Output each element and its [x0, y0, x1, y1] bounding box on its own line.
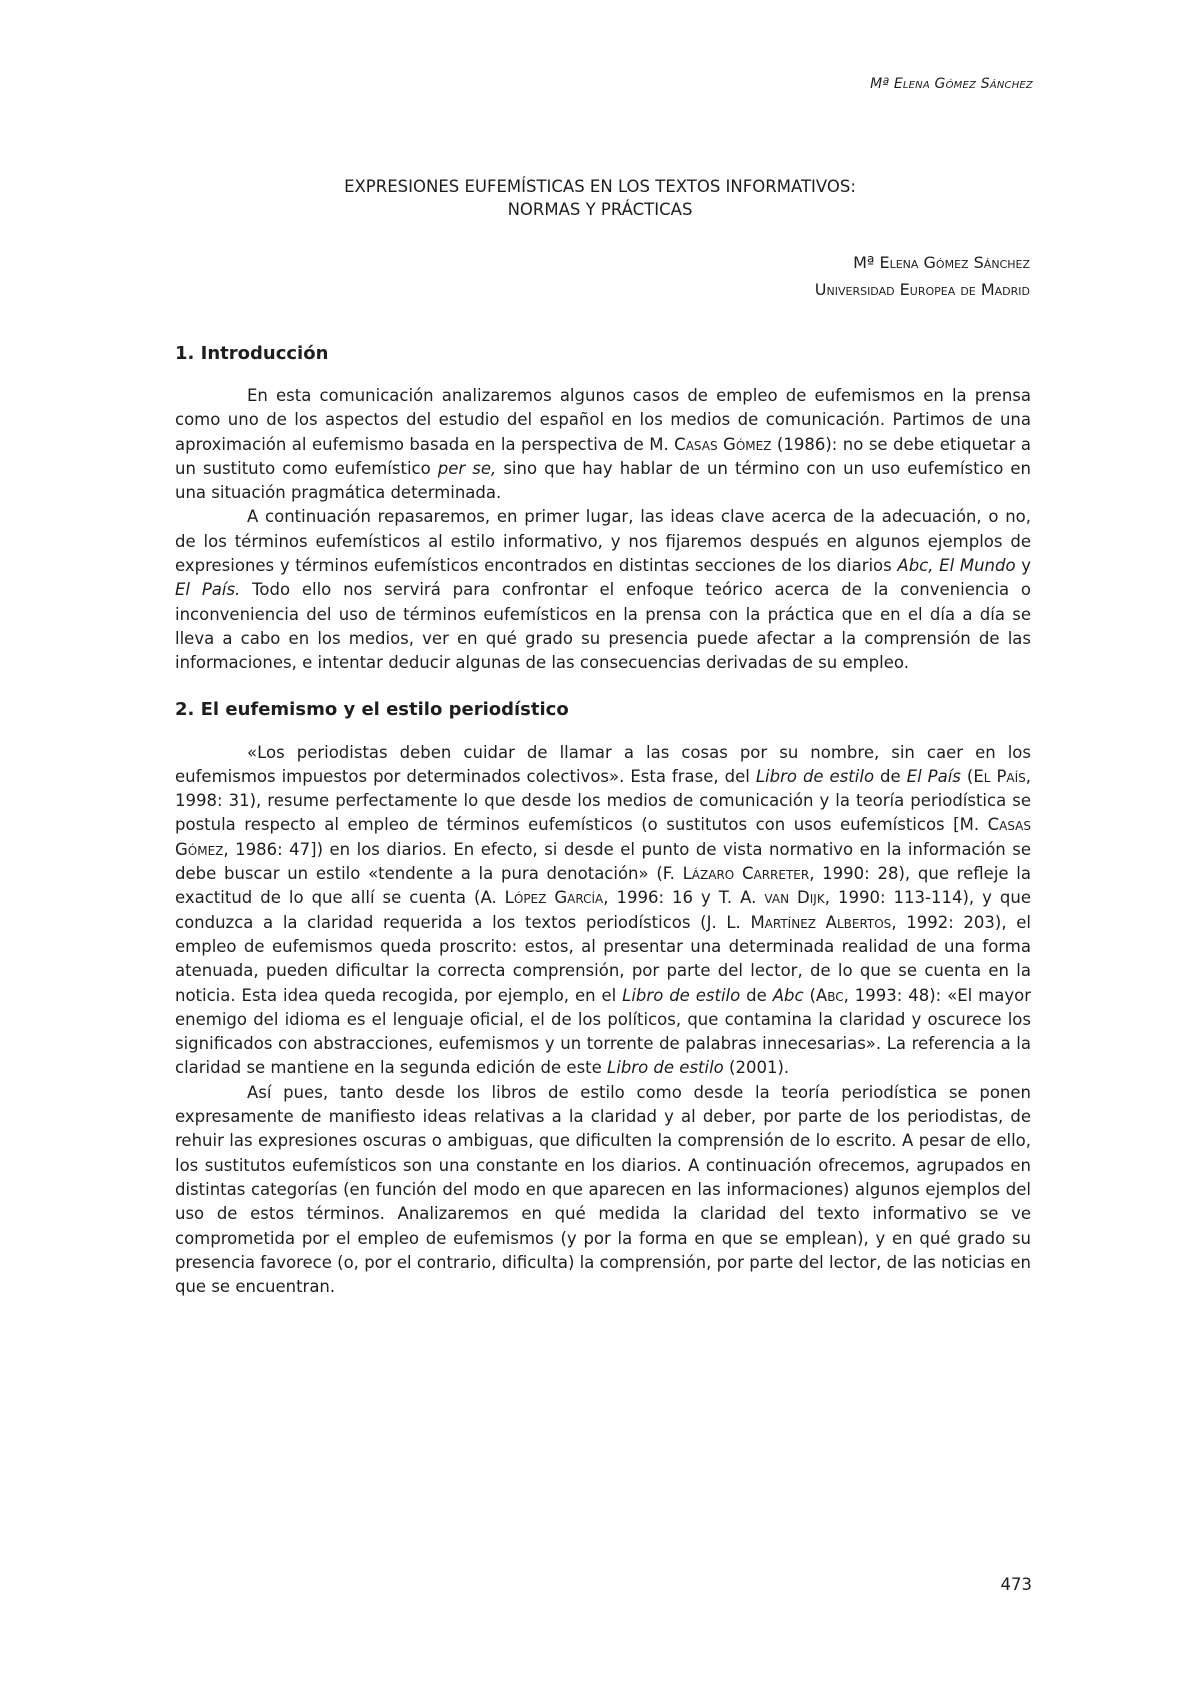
italic-text: per se,: [437, 458, 497, 478]
article-title: [180, 175, 1020, 221]
text-run: de: [740, 985, 773, 1005]
running-head: Mª Elena Gómez Sánchez: [870, 76, 1033, 92]
text-run: , 1992: 203), el empleo de eufemismos queda proscrito: estos, al presentar una determinada realidad de una forma atenuada, pueden dificultar la correcta comprensión, por parte del lector, de lo que se cuenta en la noticia. Esta idea queda recogida, por ejemplo, en el: [175, 912, 1031, 1005]
author-citation: El País: [973, 766, 1026, 786]
author-block: [815, 249, 1030, 303]
section-heading-eufemismo-estilo: 2. El eufemismo y el estilo periodístico: [175, 698, 569, 720]
text-run: , 1990: 28), que refleje la exactitud de lo que allí se cuenta (: [175, 864, 1031, 908]
text-run: y: [1015, 556, 1031, 576]
title-line-1: EXPRESIONES EUFEMÍSTICAS EN LOS TEXTOS INFORMATIVOS:: [344, 177, 856, 196]
author-citation: Casas Gómez: [175, 815, 1031, 859]
text-run: , 1993: 48): «El mayor enemigo del idioma es el lenguaje oficial, el de los políticos, que contamina la claridad y oscurece los significados con abstracciones, eufemismos y un torrente de palabras innecesarias». La referencia a la claridad se mantiene en la segunda edición de este: [175, 985, 1031, 1078]
paragraph: [175, 741, 1031, 1081]
author-affiliation: Universidad Europea de Madrid: [814, 280, 1030, 299]
italic-text: Libro de estilo: [755, 766, 875, 786]
paragraph: [175, 384, 1031, 505]
author-citation: Lázaro Carreter: [682, 864, 810, 884]
text-run: , 1986: 47]) en los diarios. En efecto, si desde el punto de vista normativo en la información se debe buscar un estilo «tendente a la pura denotación» (F.: [175, 839, 1031, 884]
text-run: A continuación repasaremos, en primer lugar, las ideas clave acerca de la adecuación, o no, de los términos eufemísticos al estilo informativo, y nos fijaremos después en algunos ejemplos de expresiones y términos eufemísticos encontrados en distintas secciones de los diarios: [175, 507, 1031, 576]
text-run: , 1998: 31), resume perfectamente lo que desde los medios de comunicación y la teoría periodística se postula respecto al empleo de términos eufemísticos (o sustitutos con usos eufemísticos [M.: [175, 766, 1032, 835]
text-run: «Los periodistas deben cuidar de llamar a las cosas por su nombre, sin caer en los eufemismos impuestos por determinados colectivos». Esta frase, del: [175, 742, 1031, 786]
text-run: de: [874, 766, 907, 786]
text-run: (1986): no se debe etiquetar a un sustituto como eufemístico: [175, 434, 1031, 478]
section-heading-introduccion: 1. Introducción: [175, 343, 329, 364]
italic-text: Libro de estilo: [622, 985, 741, 1005]
article-body: [175, 340, 1031, 1299]
text-run: (2001).: [723, 1058, 790, 1078]
paragraph: [175, 1081, 1031, 1300]
text-run: (: [960, 766, 974, 786]
title-line-2: NORMAS Y PRÁCTICAS: [507, 200, 693, 219]
text-run: , 1990: 113-114), y que conduzca a la claridad requerida a los textos periodísticos (J. L.: [175, 888, 1031, 932]
text-run: sino que hay hablar de un término con un uso eufemístico en una situación pragmática determinada.: [175, 458, 1031, 503]
author-name: Mª Elena Gómez Sánchez: [853, 253, 1030, 272]
text-run: Así pues, tanto desde los libros de estilo como desde la teoría periodística se ponen expresamente de manifiesto ideas relativas a la claridad y al deber, por parte de los periodistas, de rehuir las expresiones oscuras o ambiguas, que dificulten la comprensión de lo escrito. A pesar de ello, los sustitutos eufemísticos son una constante en los diarios. A continuación ofrecemos, agrupados en distintas categorías (en función del modo en que aparecen en las informaciones) algunos ejemplos del uso de estos términos. Analizaremos en qué medida la claridad del texto informativo se ve comprometida por el empleo de eufemismos (y por la forma en que se emplean), y en qué grado su presencia favorece (o, por el contrario, dificulta) la comprensión, por parte del lector, de las noticias en que se encuentran.: [175, 1082, 1031, 1297]
italic-text: El País.: [175, 580, 241, 600]
text-run: En esta comunicación analizaremos algunos casos de empleo de eufemismos en la prensa como uno de los aspectos del estudio del español en los medios de comunicación. Partimos de una aproximación al eufemismo basada en la perspectiva de M.: [175, 386, 1031, 454]
author-citation: van Dijk: [764, 888, 825, 908]
author-citation: Martínez Albertos: [750, 912, 892, 932]
italic-text: Libro de estilo: [607, 1058, 724, 1078]
page-number: 473: [1000, 1575, 1032, 1594]
author-citation: Abc: [815, 985, 844, 1005]
author-citation: A. López García: [480, 888, 604, 908]
italic-text: El País: [906, 766, 961, 786]
paragraph: [175, 505, 1031, 675]
author-citation: Casas Gómez: [674, 434, 772, 454]
text-run: Todo ello nos servirá para confrontar el enfoque teórico acerca de la conveniencia o inconveniencia del uso de términos eufemísticos en la prensa con la práctica que en el día a día se lleva a cabo en los medios, ver en qué grado su presencia puede afectar a la comprensión de las informaciones, e intentar deducir algunas de las consecuencias derivadas de su empleo.: [175, 580, 1031, 673]
text-run: (: [803, 985, 816, 1005]
italic-text: Abc: [772, 985, 804, 1005]
text-run: , 1996: 16 y T. A.: [603, 888, 765, 908]
italic-text: Abc, El Mundo: [897, 556, 1016, 576]
